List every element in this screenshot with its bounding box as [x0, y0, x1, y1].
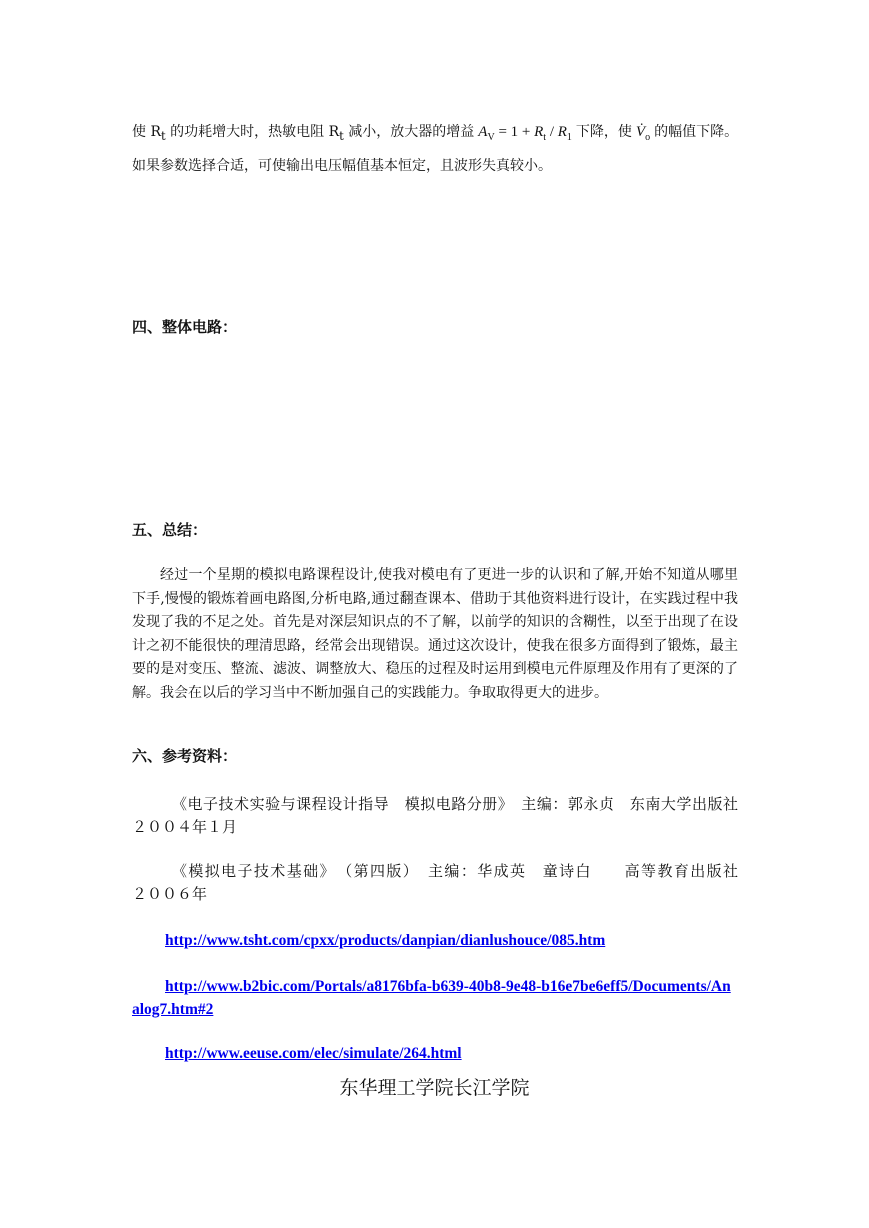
gain-formula	[474, 124, 576, 143]
desc-text-4: 下降，使	[575, 124, 632, 140]
formula-eq: = 1 +	[494, 124, 535, 140]
section-heading-summary: 五、总结：	[132, 521, 208, 539]
reference-item: 《模拟电子技术基础》 （第四版） 主编：华成英 童诗白 高等教育出版社 ２００６年	[132, 862, 784, 903]
desc-text-5: 的幅值下降。如果参数选择合适，可使输出电压幅值基本恒定，且波形失真较小。	[132, 124, 739, 174]
formula-av: A	[478, 124, 488, 140]
formula-rt: R	[534, 124, 544, 140]
section-heading-circuit: 四、整体电路：	[132, 318, 238, 336]
formula-div: /	[546, 124, 558, 140]
reference-link[interactable]: http://www.eeuse.com/elec/simulate/264.html	[165, 1045, 462, 1062]
formula-r1: R	[557, 124, 567, 140]
vo-sub: o	[645, 132, 651, 143]
vo-symbol: V̇	[635, 124, 646, 140]
page-footer: 东华理工学院长江学院	[339, 1077, 530, 1099]
desc-sub-2: t	[339, 128, 344, 143]
formula-r1-sub: 1	[566, 132, 572, 143]
desc-text-1: 使 R	[132, 124, 161, 140]
desc-sub-1: t	[161, 128, 166, 143]
formula-av-sub: V	[487, 132, 495, 143]
circuit-description-paragraph	[132, 118, 752, 181]
desc-text-2: 的功耗增大时，热敏电阻 R	[165, 124, 340, 140]
reference-link[interactable]: http://www.b2bic.com/Portals/a8176bfa-b639-40b8-9e48-b16e7be6eff5/Documents/Analog7.htm#2	[132, 978, 731, 1018]
section-heading-references: 六、参考资料：	[132, 747, 238, 765]
reference-item: 《电子技术实验与课程设计指导 模拟电路分册》 主编：郭永贞 东南大学出版社 ２００４年１月	[132, 795, 769, 836]
desc-text-3: 减小，放大器的增益	[343, 124, 475, 140]
output-voltage-symbol	[632, 124, 654, 143]
reference-link[interactable]: http://www.tsht.com/cpxx/products/danpian/dianlushouce/085.htm	[165, 932, 606, 949]
summary-paragraph: 经过一个星期的模拟电路课程设计,使我对模电有了更进一步的认识和了解,开始不知道从哪里下手,慢慢的锻炼着画电路图,分析电路,通过翻查课本、借助于其他资料进行设计，在实践过程中我发现了我的不足之处。首先是对深层知识点的不了解，以前学的知识的含糊性，以至于出现了在设计之初不能很快的理清思路，经常会出现错误。通过这次设计，使我在很多方面得到了锻炼，最主要的是对变压、整流、滤波、调整放大、稳压的过程及时运用到模电元件原理及作用有了更深的了解。我会在以后的学习当中不断加强自己的实践能力。争取取得更大的进步。	[132, 567, 738, 701]
formula-rt-sub: t	[543, 132, 547, 143]
